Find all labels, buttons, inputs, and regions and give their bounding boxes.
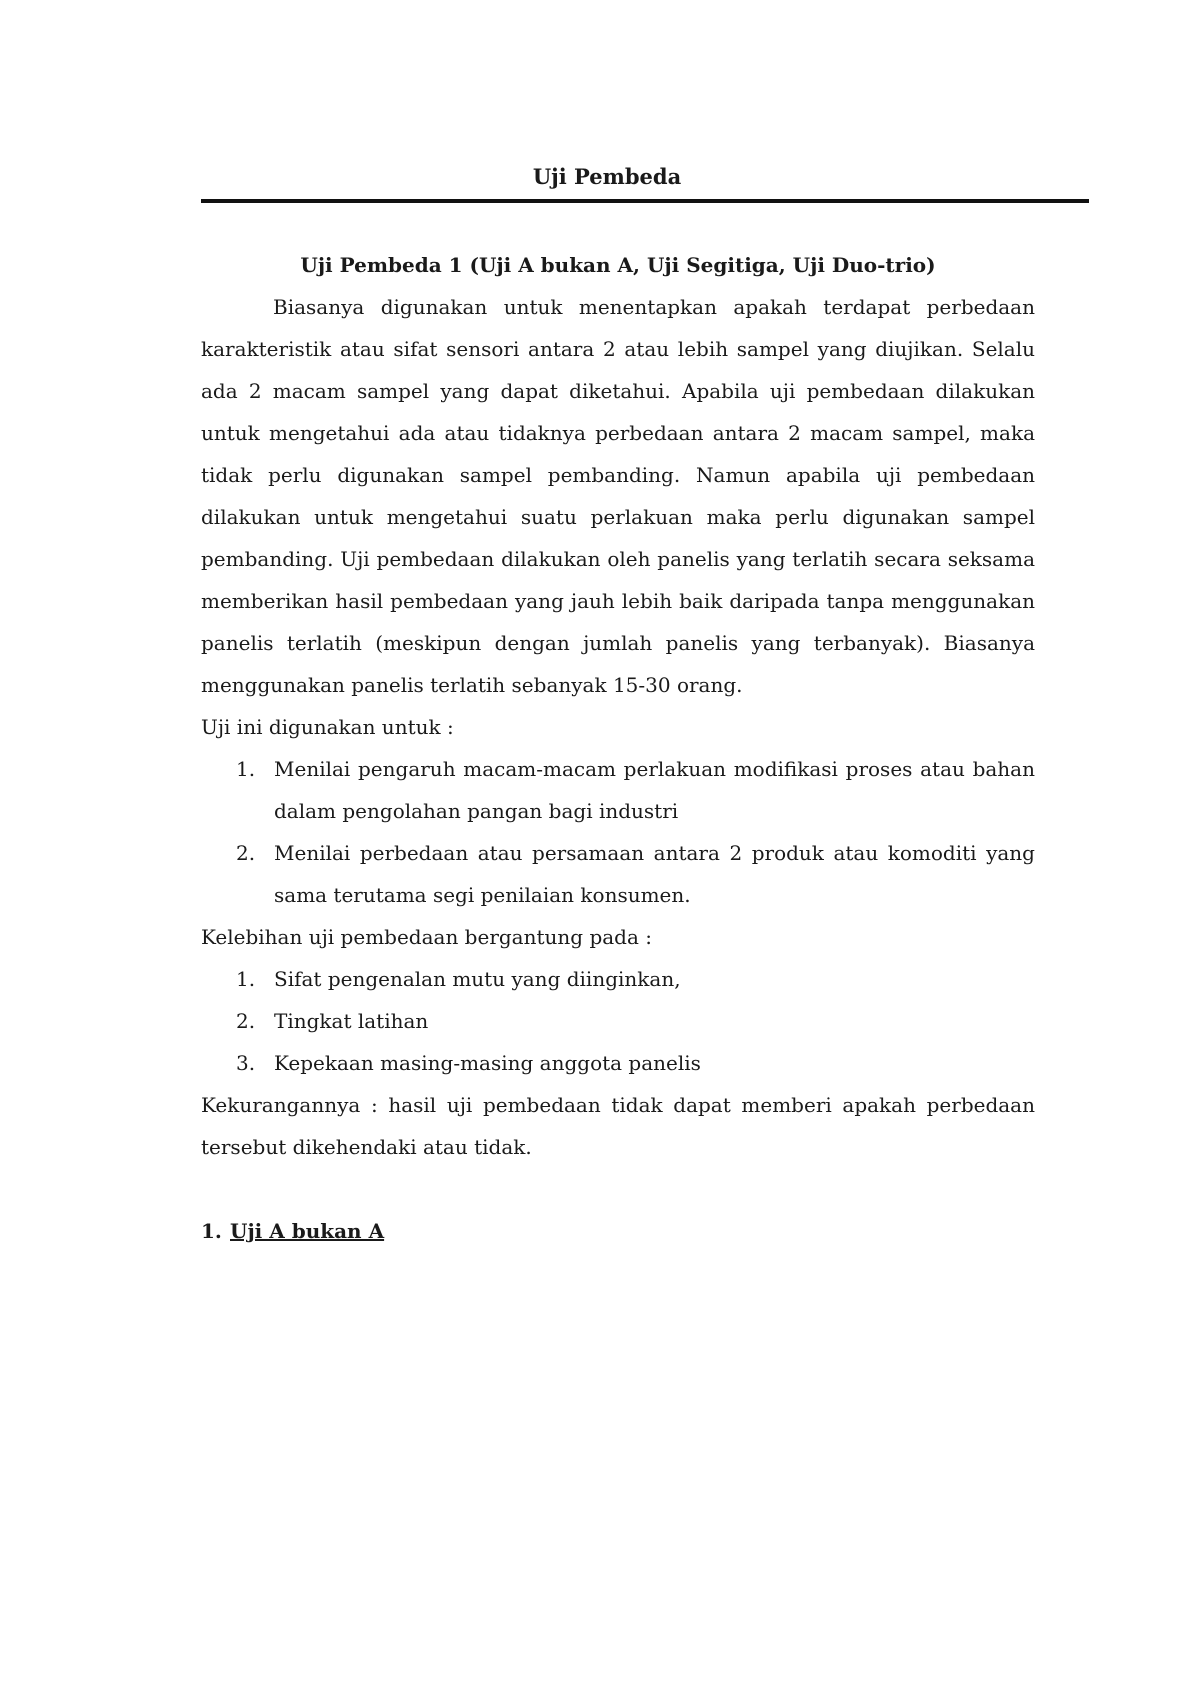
list-item-number: 1. (236, 967, 256, 991)
list-item-number: 2. (236, 1009, 256, 1033)
intro-paragraph: Biasanya digunakan untuk menentapkan apakah terdapat perbedaan karakteristik atau sifat sensori antara 2 atau lebih sampel yang diujikan. Selalu ada 2 macam sampel yang dapat diketahui. Apabila uji pembedaan dilakukan untuk mengetahui ada atau tidaknya perbedaan antara 2 macam sampel, maka tidak perlu digunakan sampel pembanding. Namun apabila uji pembedaan dilakukan untuk mengetahui suatu perlakuan maka perlu digunakan sampel pembanding. Uji pembedaan dilakukan oleh panelis yang terlatih secara seksama memberikan hasil pembedaan yang jauh lebih baik daripada tanpa menggunakan panelis terlatih (meskipun dengan jumlah panelis yang terbanyak). Biasanya menggunakan panelis terlatih sebanyak 15-30 orang. (201, 295, 1035, 697)
list-item-number: 3. (236, 1051, 256, 1075)
subsection-title: Uji A bukan A (230, 1219, 385, 1243)
uses-label: Uji ini digunakan untuk : (201, 715, 454, 739)
drawback-paragraph: Kekurangannya : hasil uji pembedaan tidak dapat memberi apakah perbedaan tersebut dikehendaki atau tidak. (201, 1093, 1035, 1159)
list-item (201, 832, 1035, 916)
list-item-number: 2. (236, 841, 256, 865)
list-item-text: Sifat pengenalan mutu yang diinginkan, (274, 967, 681, 991)
list-item-text: Tingkat latihan (274, 1009, 429, 1033)
section-title: Uji Pembeda 1 (Uji A bukan A, Uji Segitiga, Uji Duo-trio) (300, 253, 936, 277)
subsection-number: 1. (201, 1219, 222, 1243)
list-item (201, 748, 1035, 832)
list-item (201, 1042, 1035, 1084)
advantages-label: Kelebihan uji pembedaan bergantung pada : (201, 925, 652, 949)
list-item (201, 958, 1035, 1000)
uses-list (201, 748, 1035, 916)
blank-line (201, 1168, 1035, 1210)
subsection-heading (201, 1210, 1035, 1252)
list-item-number: 1. (236, 757, 256, 781)
list-item-text: Menilai pengaruh macam-macam perlakuan modifikasi proses atau bahan dalam pengolahan pangan bagi industri (274, 757, 1035, 823)
list-item (201, 1000, 1035, 1042)
list-item-text: Kepekaan masing-masing anggota panelis (274, 1051, 701, 1075)
page-header-title: Uji Pembeda (532, 164, 682, 189)
header-divider (201, 199, 1089, 203)
document-body (201, 244, 1035, 1252)
advantages-list (201, 958, 1035, 1084)
list-item-text: Menilai perbedaan atau persamaan antara 2 produk atau komoditi yang sama terutama segi penilaian konsumen. (274, 841, 1035, 907)
